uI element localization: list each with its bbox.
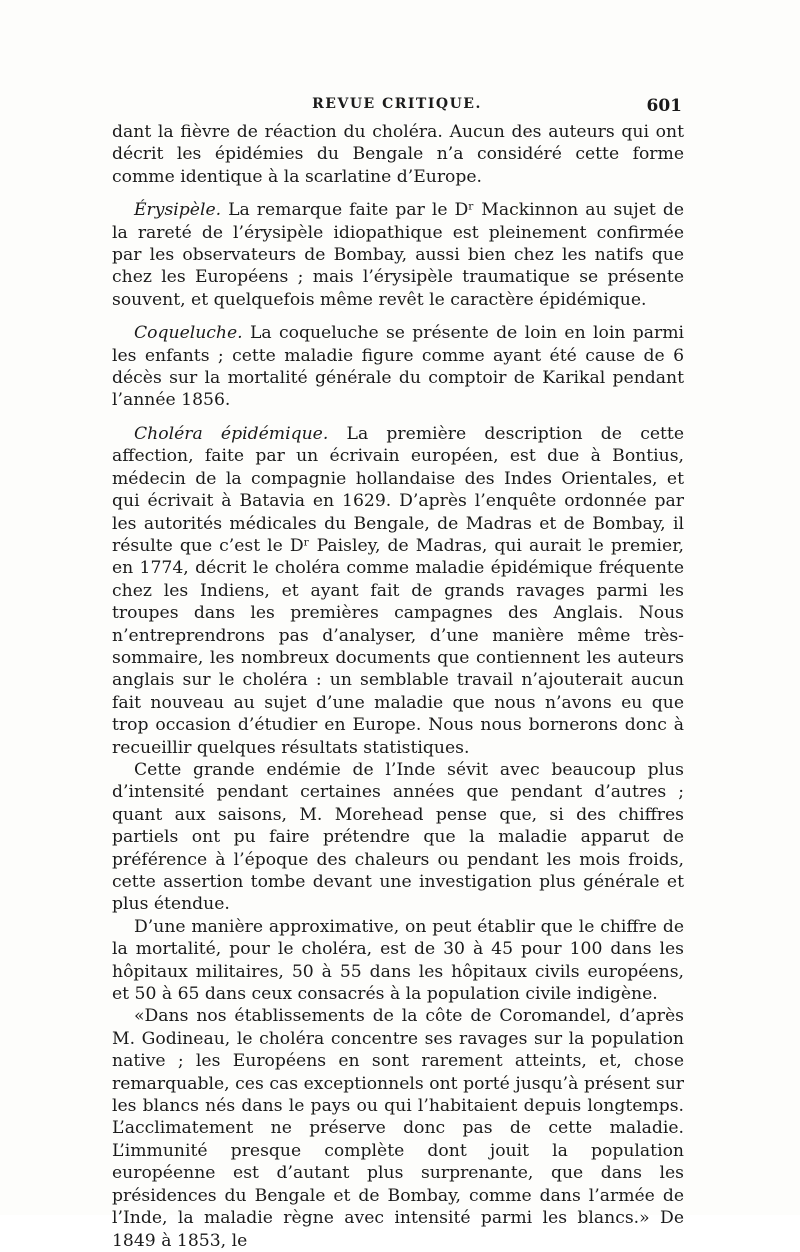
erysipele-text: La remarque faite par le Dʳ Mackinnon au sujet de la rareté de l’érysipèle idiopathique est pleinement confirmée par les observateurs de Bombay, aussi bien chez les natifs que chez les Européens ; mais l’érysipèle traumatique se présente souvent, et quelquefois même revêt le caractère épidémique.	[112, 200, 684, 310]
coqueluche-paragraph	[112, 322, 684, 412]
cholera-text: La première description de cette affection, faite par un écrivain européen, est due à Bontius, médecin de la compagnie hollandaise des Indes Orientales, et qui écrivait à Batavia en 1629. D’après l’enquête ordonnée par les autorités médicales du Bengale, de Madras et de Bombay, il résulte que c’est le Dʳ Paisley, de Madras, qui aurait le premier, en 1774, décrit le choléra comme maladie épidémique fréquente chez les Indiens, et ayant fait de grands ravages parmi les troupes dans les premières campagnes des Anglais. Nous n’entreprendrons pas d’analyser, d’une manière même très-sommaire, les nombreux documents que contiennent les auteurs anglais sur le choléra : un semblable travail n’ajouterait aucun fait nouveau au sujet d’une maladie que nous n’avons eu que trop occasion d’étudier en Europe. Nous nous bornerons donc à recueillir quelques résultats statistiques.	[112, 423, 684, 758]
page-number: 601	[646, 96, 682, 116]
cholera-seasons-paragraph: Cette grande endémie de l’Inde sévit avec beaucoup plus d’intensité pendant certaines années que pendant d’autres ; quant aux saisons, M. Morehead pense que, si des chiffres partiels ont pu faire prétendre que la maladie apparut de préférence à l’époque des chaleurs ou pendant les mois froids, cette assertion tombe devant une investigation plus générale et plus étendue.	[112, 759, 684, 915]
erysipele-paragraph	[112, 199, 684, 311]
running-header	[112, 96, 682, 118]
erysipele-title: Érysipèle.	[134, 200, 222, 221]
coqueluche-text: La coqueluche se présente de loin en loin parmi les enfants ; cette maladie figure comme ayant été cause de 6 décès sur la mortalité générale du comptoir de Karikal pendant l’année 1856.	[112, 323, 684, 411]
running-title: REVUE CRITIQUE.	[312, 96, 482, 112]
cholera-paragraph	[112, 423, 684, 759]
coqueluche-title: Coqueluche.	[134, 323, 243, 344]
body-text	[112, 121, 684, 1252]
cholera-mortality-paragraph: D’une manière approximative, on peut établir que le chiffre de la mortalité, pour le choléra, est de 30 à 45 pour 100 dans les hôpitaux militaires, 50 à 55 dans les hôpitaux civils européens, et 50 à 65 dans ceux consacrés à la population civile indigène.	[112, 916, 684, 1005]
cholera-title: Choléra épidémique.	[134, 423, 329, 444]
intro-paragraph: dant la fièvre de réaction du choléra. Aucun des auteurs qui ont décrit les épidémies du Bengale n’a considéré cette forme comme identique à la scarlatine d’Europe.	[112, 122, 684, 187]
cholera-coromandel-paragraph: «Dans nos établissements de la côte de Coromandel, d’après M. Godineau, le choléra concentre ses ravages sur la population native ; les Européens en sont rarement atteints, et, chose remarquable, ces cas exceptionnels ont porté jusqu’à présent sur les blancs nés dans le pays ou qui l’habitaient depuis longtemps. L’acclimatement ne préserve donc pas de cette maladie. L’immunité presque complète dont jouit la population européenne est d’autant plus surprenante, que dans les présidences du Bengale et de Bombay, comme dans l’armée de l’Inde, la maladie règne avec intensité parmi les blancs.» De 1849 à 1853, le	[112, 1006, 684, 1251]
